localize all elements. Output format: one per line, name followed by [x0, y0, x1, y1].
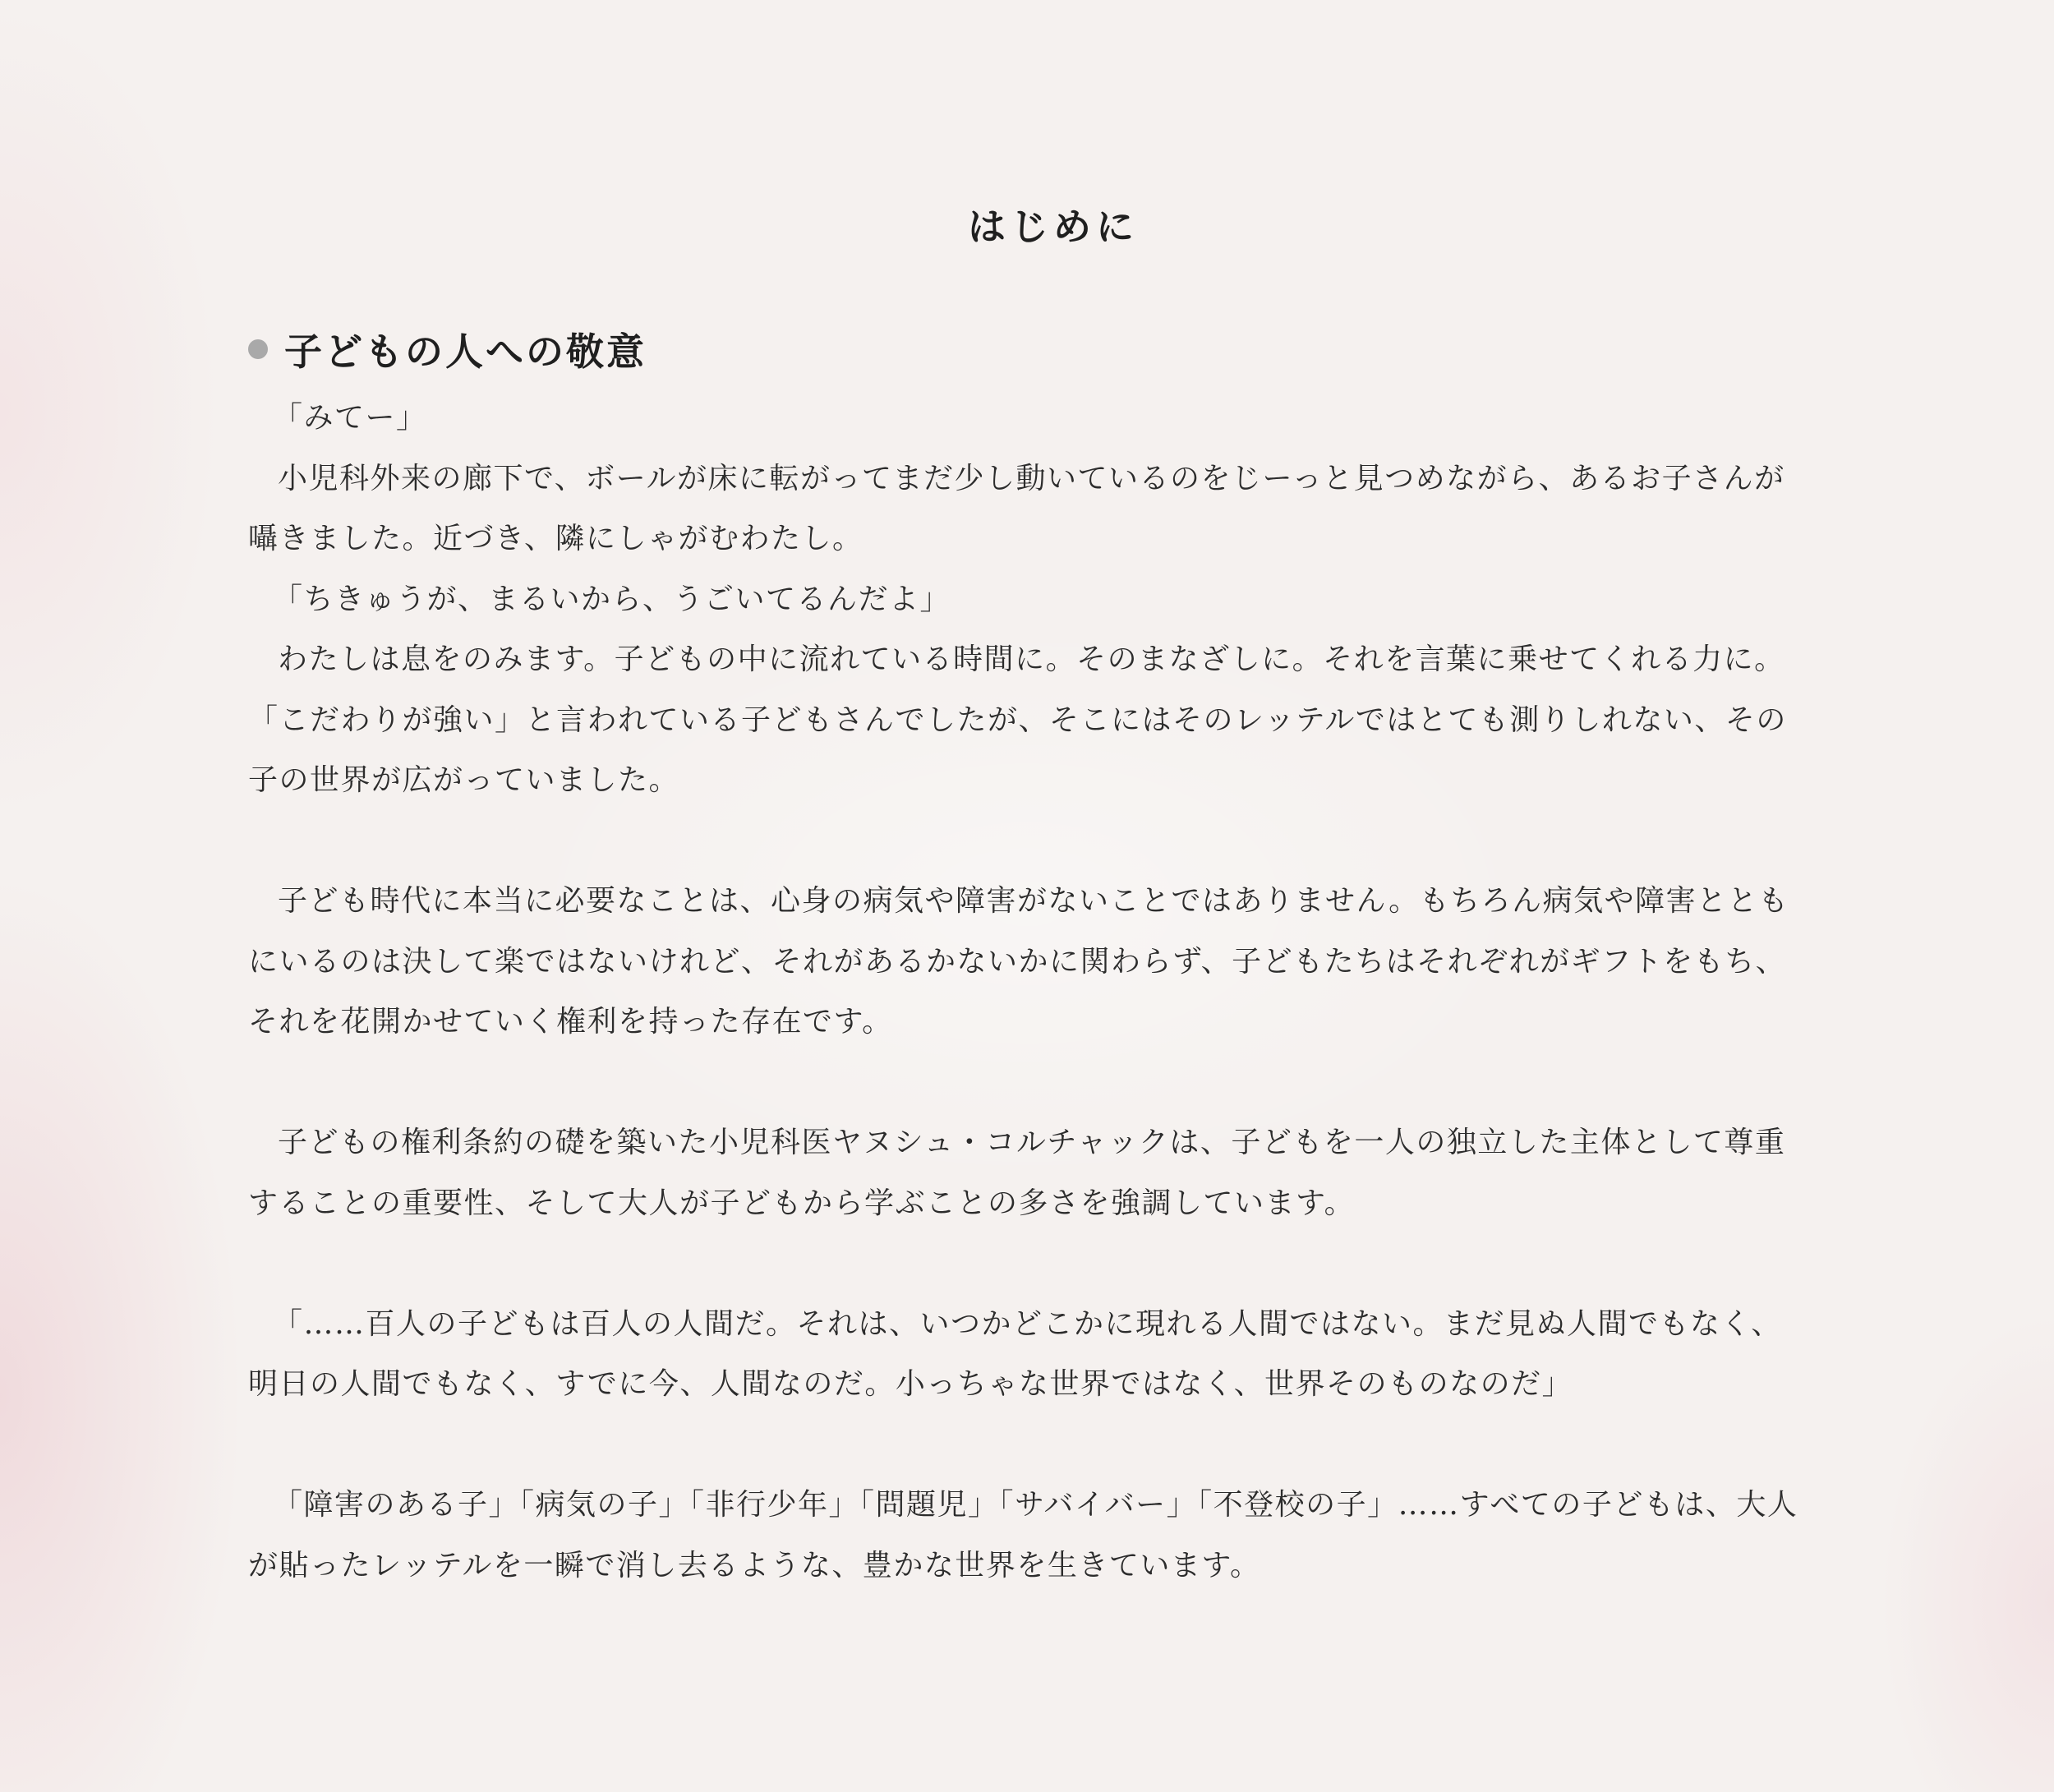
section-heading	[248, 322, 647, 376]
bullet-dot-icon	[248, 339, 268, 359]
paragraph-gap	[248, 1053, 1801, 1113]
paragraph-childhood: 子ども時代に本当に必要なことは、心身の病気や障害がないことではありません。もちろん病気や障害とともにいるのは決して楽ではないけれど、それがあるかないかに関わらず、子どもたちはそれぞれがギフトをもち、それを花開かせていく権利を持った存在です。	[248, 884, 1789, 1039]
paragraph-gap	[248, 1415, 1801, 1476]
section-heading-text: 子どもの人への敬意	[284, 329, 647, 374]
paragraph-quote-mite: 「みてー」	[273, 401, 427, 435]
paragraph-hallway: 小児科外来の廊下で、ボールが床に転がってまだ少し動いているのをじーっと見つめながら、あるお子さんが囁きました。近づき、隣にしゃがむわたし。	[248, 461, 1785, 555]
page-title: はじめに	[968, 205, 1139, 249]
paragraph-korczak: 子どもの権利条約の礎を築いた小児科医ヤヌシュ・コルチャックは、子どもを一人の独立した主体として尊重することの重要性、そして大人が子どもから学ぶことの多さを強調しています。	[248, 1126, 1786, 1220]
paragraph-quote-earth: 「ちきゅうが、まるいから、うごいてるんだよ」	[273, 582, 951, 616]
paragraph-breath: わたしは息をのみます。子どもの中に流れている時間に。そのまなざしに。それを言葉に乗せてくれる力に。「こだわりが強い」と言われている子どもさんでしたが、そこにはそのレッテルではとても測りしれない、その子の世界が広がっていました。	[248, 643, 1787, 797]
paragraph-labels: 「障害のある子」「病気の子」「非行少年」「問題児」「サバイバー」「不登校の子」……すべての子どもは、大人が貼ったレッテルを一瞬で消し去るような、豊かな世界を生きています。	[248, 1488, 1798, 1582]
paragraph-gap	[248, 1233, 1801, 1294]
paragraph-gap	[248, 811, 1801, 872]
body-text	[248, 388, 1801, 1596]
paragraph-quote-hundred: 「……百人の子どもは百人の人間だ。それは、いつかどこかに現れる人間ではない。まだ見ぬ人間でもなく、明日の人間でもなく、すでに今、人間なのだ。小っちゃな世界ではなく、世界そのものなのだ」	[248, 1306, 1782, 1401]
